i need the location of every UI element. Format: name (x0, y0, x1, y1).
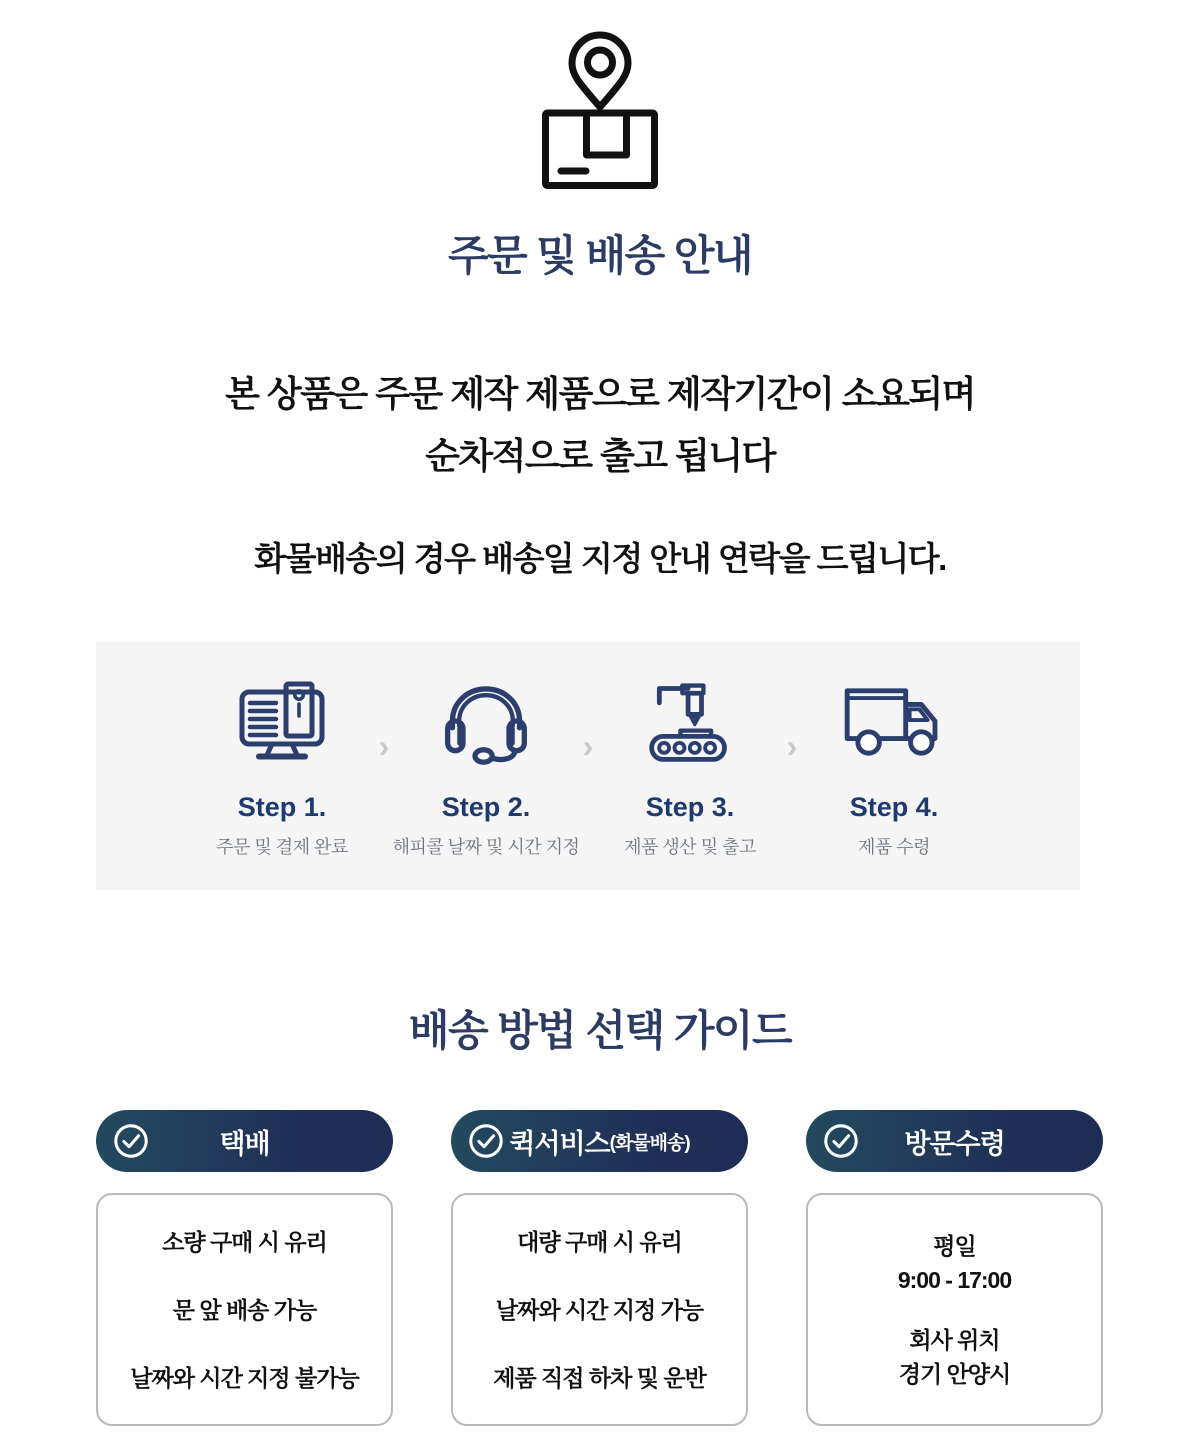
order-steps-strip (96, 642, 1080, 890)
step-2-happycall (392, 672, 580, 890)
headset-icon (440, 672, 532, 772)
card-line-group (898, 1232, 1011, 1294)
check-circle-icon (467, 1122, 505, 1160)
step-label: Step 3. (645, 792, 735, 822)
step-desc: 주문 및 결제 완료 (216, 837, 348, 857)
card-line-group (899, 1326, 1010, 1388)
card-line: 제품 직접 하차 및 운반 (493, 1364, 706, 1391)
intro-paragraph (0, 363, 1200, 487)
delivery-method-cards (96, 1110, 1104, 1426)
order-computer-icon (234, 672, 330, 772)
card-header-label: 택배 (219, 1128, 270, 1159)
card-header-sub: (화물배송) (609, 1132, 690, 1154)
card-line: 평일 (933, 1232, 976, 1259)
step-4-receive (805, 672, 983, 890)
step-label: Step 1. (237, 792, 327, 822)
card-line: 대량 구매 시 유리 (517, 1228, 682, 1255)
step-desc: 해피콜 날짜 및 시간 지정 (392, 837, 580, 857)
card-parcel-body (96, 1193, 393, 1426)
card-quick-service-body (451, 1193, 748, 1426)
intro-line-1: 본 상품은 주문 제작 제품으로 제작기간이 소요되며 (225, 373, 975, 414)
page-title: 주문 및 배송 안내 (447, 232, 752, 279)
package-location-icon (542, 29, 658, 189)
intro-notice: 화물배송의 경우 배송일 지정 안내 연락을 드립니다. (254, 540, 946, 577)
card-line: 경기 안양시 (898, 1360, 1011, 1387)
check-circle-icon (112, 1122, 150, 1160)
card-parcel (96, 1110, 393, 1426)
chevron-right-icon: › (582, 728, 594, 764)
intro-line-2: 순차적으로 출고 됩니다 (425, 435, 775, 476)
delivery-truck-icon (843, 672, 945, 772)
step-label: Step 4. (849, 792, 939, 822)
step-desc: 제품 수령 (857, 837, 931, 857)
card-header-label: 방문수령 (904, 1128, 1005, 1159)
card-pickup (806, 1110, 1103, 1426)
check-circle-icon (822, 1122, 860, 1160)
guide-title: 배송 방법 선택 가이드 (408, 1007, 792, 1054)
chevron-right-icon: › (786, 728, 798, 764)
production-line-icon (644, 672, 736, 772)
step-3-production (601, 672, 779, 890)
hero-icon-wrap (0, 0, 1200, 189)
card-line: 문 앞 배송 가능 (172, 1296, 317, 1323)
card-parcel-header (96, 1110, 393, 1172)
step-1-order (193, 672, 371, 890)
card-line: 날짜와 시간 지정 불가능 (130, 1364, 359, 1391)
card-pickup-body (806, 1193, 1103, 1426)
card-line: 회사 위치 (909, 1326, 1000, 1353)
card-line: 소량 구매 시 유리 (162, 1228, 327, 1255)
card-line: 9:00 - 17:00 (897, 1266, 1012, 1293)
step-label: Step 2. (441, 792, 531, 822)
step-desc: 제품 생산 및 출고 (624, 837, 756, 857)
card-line: 날짜와 시간 지정 가능 (495, 1296, 704, 1323)
card-quick-service-header (451, 1110, 748, 1172)
card-header-label: 퀵서비스 (509, 1128, 610, 1159)
chevron-right-icon: › (378, 728, 390, 764)
card-quick-service (451, 1110, 748, 1426)
card-pickup-header (806, 1110, 1103, 1172)
